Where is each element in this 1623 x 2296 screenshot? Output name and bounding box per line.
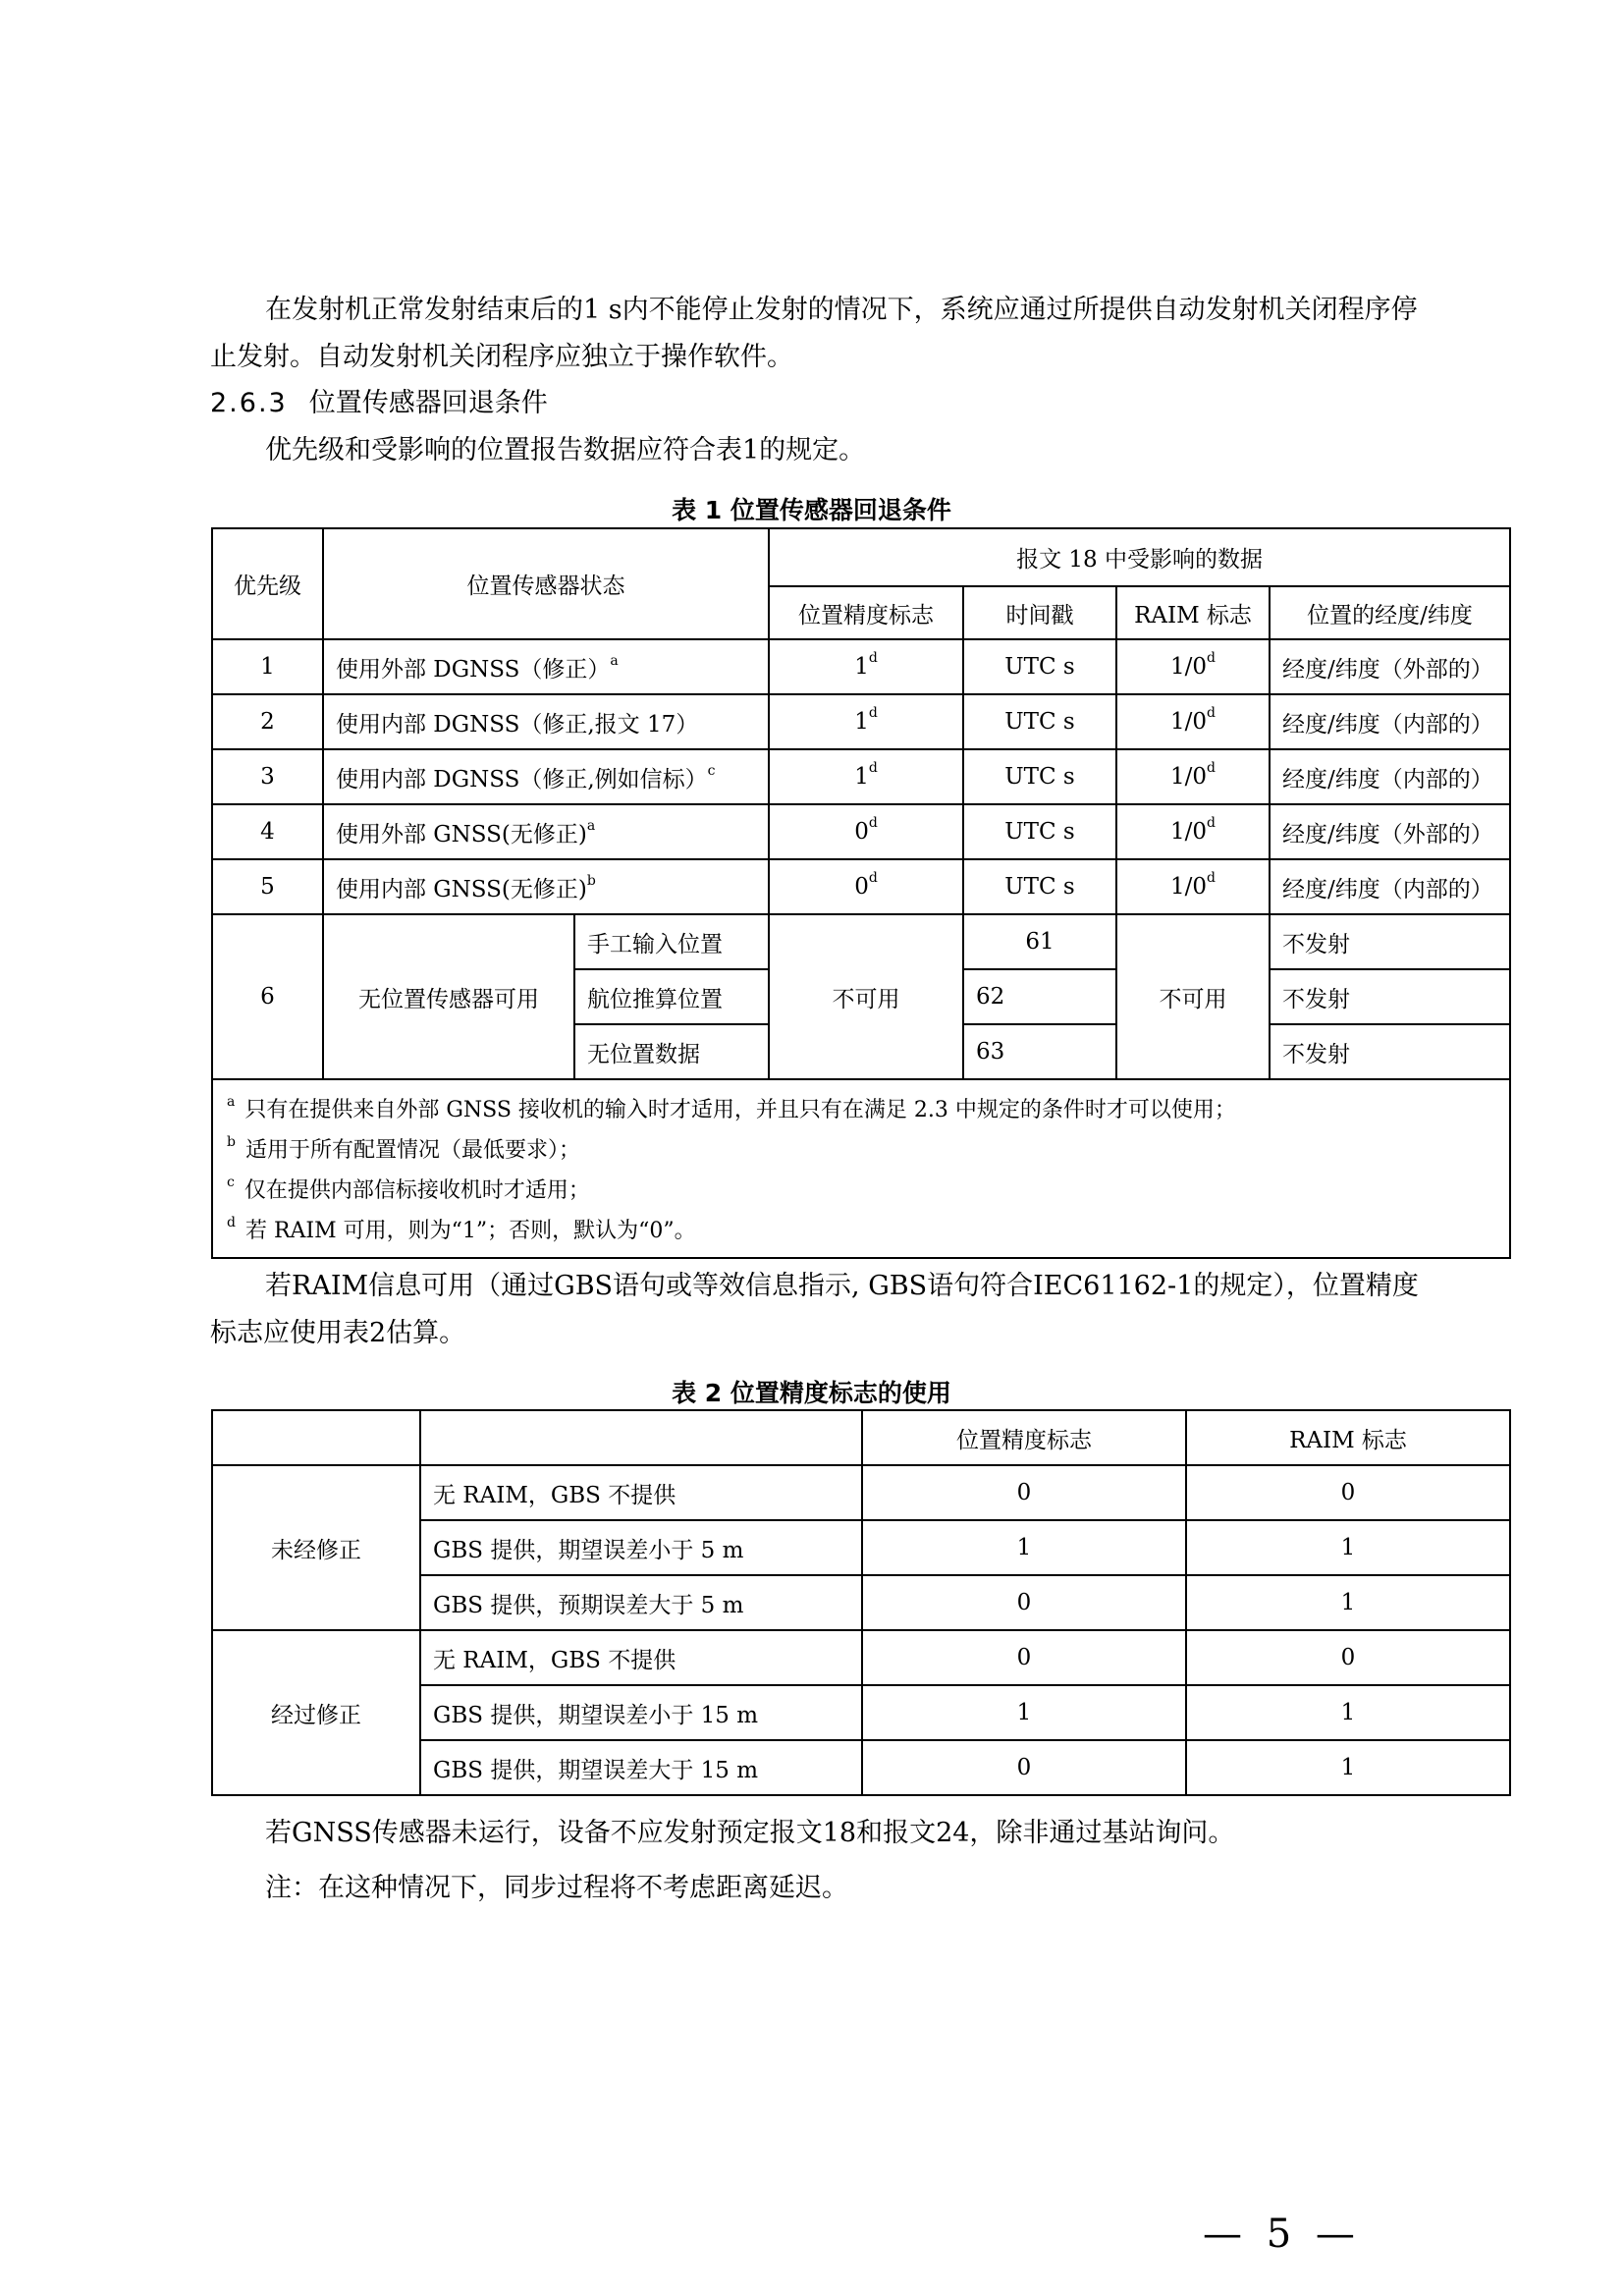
- cell-raim: [1116, 749, 1270, 804]
- cell-accuracy: 0: [862, 1575, 1186, 1630]
- raim-value: 1/0: [1170, 819, 1208, 845]
- cell-priority: 4: [212, 804, 323, 859]
- cell-priority: 2: [212, 694, 323, 749]
- cell-sensor-state: [323, 749, 769, 804]
- cell-timestamp: 61: [963, 914, 1116, 969]
- header-accuracy-flag: 位置精度标志: [862, 1410, 1186, 1465]
- footnote-mark: a: [227, 1093, 236, 1110]
- cell-lonlat: 不发射: [1270, 914, 1510, 969]
- cell-accuracy: 1: [862, 1520, 1186, 1575]
- cell-accuracy: [769, 859, 963, 914]
- cell-group-label: 未经修正: [212, 1465, 420, 1630]
- cell-condition: GBS 提供，期望误差小于 5 m: [420, 1520, 862, 1575]
- cell-sensor-state: [323, 804, 769, 859]
- cell-condition: GBS 提供，期望误差大于 15 m: [420, 1740, 862, 1795]
- cell-accuracy: 不可用: [769, 914, 963, 1079]
- cell-timestamp: UTC s: [963, 694, 1116, 749]
- table-accuracy-flag-usage: [211, 1409, 1511, 1796]
- cell-priority: 1: [212, 639, 323, 694]
- accuracy-value: 0: [854, 819, 869, 845]
- footnote-mark: d: [868, 870, 878, 887]
- footnote-mark: d: [1207, 705, 1216, 722]
- raim-value: 1/0: [1170, 874, 1208, 900]
- cell-priority: 6: [212, 914, 323, 1079]
- cell-accuracy: 0: [862, 1465, 1186, 1520]
- accuracy-value: 0: [854, 874, 869, 900]
- raim-value: 1/0: [1170, 654, 1208, 680]
- section-number: 2.6.3: [210, 388, 288, 418]
- cell-condition: GBS 提供，期望误差小于 15 m: [420, 1685, 862, 1740]
- cell-sub-state: 手工输入位置: [574, 914, 769, 969]
- footnote-text: 若 RAIM 可用，则为“1”；否则，默认为“0”。: [244, 1219, 696, 1243]
- cell-raim: 1: [1186, 1520, 1510, 1575]
- header-raim-flag: RAIM 标志: [1116, 586, 1270, 639]
- cell-lonlat: 经度/纬度（内部的）: [1270, 749, 1510, 804]
- header-sensor-state: 位置传感器状态: [323, 528, 769, 639]
- cell-lonlat: 经度/纬度（内部的）: [1270, 694, 1510, 749]
- cell-raim: [1116, 694, 1270, 749]
- cell-timestamp: 63: [963, 1024, 1116, 1079]
- cell-sub-state: 无位置数据: [574, 1024, 769, 1079]
- section-title: 位置传感器回退条件: [308, 388, 548, 418]
- cell-accuracy: 0: [862, 1740, 1186, 1795]
- cell-accuracy: 1: [862, 1685, 1186, 1740]
- footnote-mark: c: [707, 762, 716, 779]
- cell-accuracy: [769, 694, 963, 749]
- sensor-state-text: 使用外部 DGNSS（修正）: [336, 656, 611, 683]
- header-empty: [420, 1410, 862, 1465]
- footnote-mark: d: [227, 1214, 236, 1230]
- table-row: [212, 914, 1510, 969]
- cell-accuracy: [769, 749, 963, 804]
- paragraph-note: 注：在这种情况下，同步过程将不考虑距离延迟。: [265, 1873, 848, 1903]
- footnote: [227, 1130, 1495, 1171]
- footnote: [227, 1171, 1495, 1211]
- cell-sensor-state: [323, 694, 769, 749]
- footnote-mark: c: [227, 1174, 235, 1190]
- footnote-mark: d: [1207, 650, 1216, 667]
- cell-condition: 无 RAIM，GBS 不提供: [420, 1630, 862, 1685]
- cell-condition: GBS 提供，预期误差大于 5 m: [420, 1575, 862, 1630]
- footnote-mark: d: [868, 705, 878, 722]
- header-timestamp: 时间戳: [963, 586, 1116, 639]
- raim-value: 1/0: [1170, 764, 1208, 790]
- paragraph-transmitter-shutdown: 在发射机正常发射结束后的1 s内不能停止发射的情况下，系统应通过所提供自动发射机关闭程序停止发射。自动发射机关闭程序应独立于操作软件。: [210, 295, 1418, 372]
- table-row: [212, 1465, 1510, 1520]
- cell-lonlat: 不发射: [1270, 969, 1510, 1024]
- table1-caption: 表 1 位置传感器回退条件: [672, 496, 951, 524]
- cell-timestamp: UTC s: [963, 804, 1116, 859]
- page-number: — 5 —: [1203, 2212, 1361, 2257]
- cell-lonlat: 不发射: [1270, 1024, 1510, 1079]
- section-heading: [210, 380, 548, 427]
- cell-sensor-state: [323, 639, 769, 694]
- cell-lonlat: 经度/纬度（外部的）: [1270, 804, 1510, 859]
- table-row: [212, 694, 1510, 749]
- cell-priority: 5: [212, 859, 323, 914]
- cell-raim: 1: [1186, 1685, 1510, 1740]
- header-accuracy-flag: 位置精度标志: [769, 586, 963, 639]
- cell-timestamp: UTC s: [963, 749, 1116, 804]
- cell-timestamp: UTC s: [963, 859, 1116, 914]
- cell-accuracy: [769, 804, 963, 859]
- paragraph-gnss-not-running: 若GNSS传感器未运行，设备不应发射预定报文18和报文24，除非通过基站询问。: [265, 1818, 1235, 1848]
- sensor-state-text: 使用内部 DGNSS（修正,报文 17）: [336, 711, 699, 738]
- sensor-state-text: 使用内部 DGNSS（修正,例如信标）: [336, 766, 708, 793]
- cell-raim: 0: [1186, 1630, 1510, 1685]
- cell-timestamp: 62: [963, 969, 1116, 1024]
- footnote: [227, 1211, 1495, 1251]
- cell-group-label: 经过修正: [212, 1630, 420, 1795]
- header-affected-data: 报文 18 中受影响的数据: [769, 528, 1510, 586]
- footnote-mark: d: [1207, 815, 1216, 832]
- cell-sub-state: 航位推算位置: [574, 969, 769, 1024]
- accuracy-value: 1: [854, 764, 869, 790]
- header-raim-flag: RAIM 标志: [1186, 1410, 1510, 1465]
- sensor-state-text: 使用外部 GNSS(无修正): [336, 821, 587, 847]
- footnote: [227, 1090, 1495, 1130]
- cell-priority: 3: [212, 749, 323, 804]
- footnote-text: 只有在提供来自外部 GNSS 接收机的输入时才适用，并且只有在满足 2.3 中规定的条件时才可以使用；: [244, 1098, 1236, 1122]
- footnote-text: 仅在提供内部信标接收机时才适用；: [243, 1178, 590, 1203]
- footnote-mark: d: [1207, 870, 1216, 887]
- header-priority: 优先级: [212, 528, 323, 639]
- cell-raim: 不可用: [1116, 914, 1270, 1079]
- cell-raim: [1116, 804, 1270, 859]
- footnote-mark: d: [868, 760, 878, 777]
- table-row: [212, 749, 1510, 804]
- table-row: [212, 639, 1510, 694]
- cell-accuracy: 0: [862, 1630, 1186, 1685]
- paragraph-table1-intro: 优先级和受影响的位置报告数据应符合表1的规定。: [265, 435, 866, 465]
- footnote-mark: a: [586, 817, 596, 834]
- accuracy-value: 1: [854, 654, 869, 680]
- table1-notes-row: [212, 1079, 1510, 1258]
- cell-sensor-state: [323, 859, 769, 914]
- cell-raim: 1: [1186, 1575, 1510, 1630]
- footnote-mark: d: [1207, 760, 1216, 777]
- table-row: [212, 804, 1510, 859]
- cell-sensor-state: 无位置传感器可用: [323, 914, 574, 1079]
- cell-lonlat: 经度/纬度（内部的）: [1270, 859, 1510, 914]
- cell-raim: 1: [1186, 1740, 1510, 1795]
- cell-raim: [1116, 859, 1270, 914]
- footnote-mark: d: [868, 815, 878, 832]
- raim-value: 1/0: [1170, 709, 1208, 735]
- header-empty: [212, 1410, 420, 1465]
- sensor-state-text: 使用内部 GNSS(无修正): [336, 876, 587, 902]
- cell-condition: 无 RAIM，GBS 不提供: [420, 1465, 862, 1520]
- footnote-mark: b: [227, 1133, 236, 1150]
- paragraph-raim-info: 若RAIM信息可用（通过GBS语句或等效信息指示, GBS语句符合IEC61162-1的规定），位置精度标志应使用表2估算。: [210, 1271, 1419, 1348]
- table1-notes: [212, 1079, 1510, 1258]
- accuracy-value: 1: [854, 709, 869, 735]
- footnote-mark: d: [868, 650, 878, 667]
- cell-raim: [1116, 639, 1270, 694]
- table-row: [212, 859, 1510, 914]
- footnote-mark: b: [586, 872, 596, 889]
- table-row: [212, 1630, 1510, 1685]
- table2-caption: 表 2 位置精度标志的使用: [672, 1379, 951, 1407]
- footnote-mark: a: [610, 652, 619, 669]
- header-lonlat: 位置的经度/纬度: [1270, 586, 1510, 639]
- cell-timestamp: UTC s: [963, 639, 1116, 694]
- cell-lonlat: 经度/纬度（外部的）: [1270, 639, 1510, 694]
- cell-accuracy: [769, 639, 963, 694]
- cell-raim: 0: [1186, 1465, 1510, 1520]
- footnote-text: 适用于所有配置情况（最低要求）；: [244, 1138, 580, 1163]
- table-fallback-conditions: [211, 527, 1511, 1259]
